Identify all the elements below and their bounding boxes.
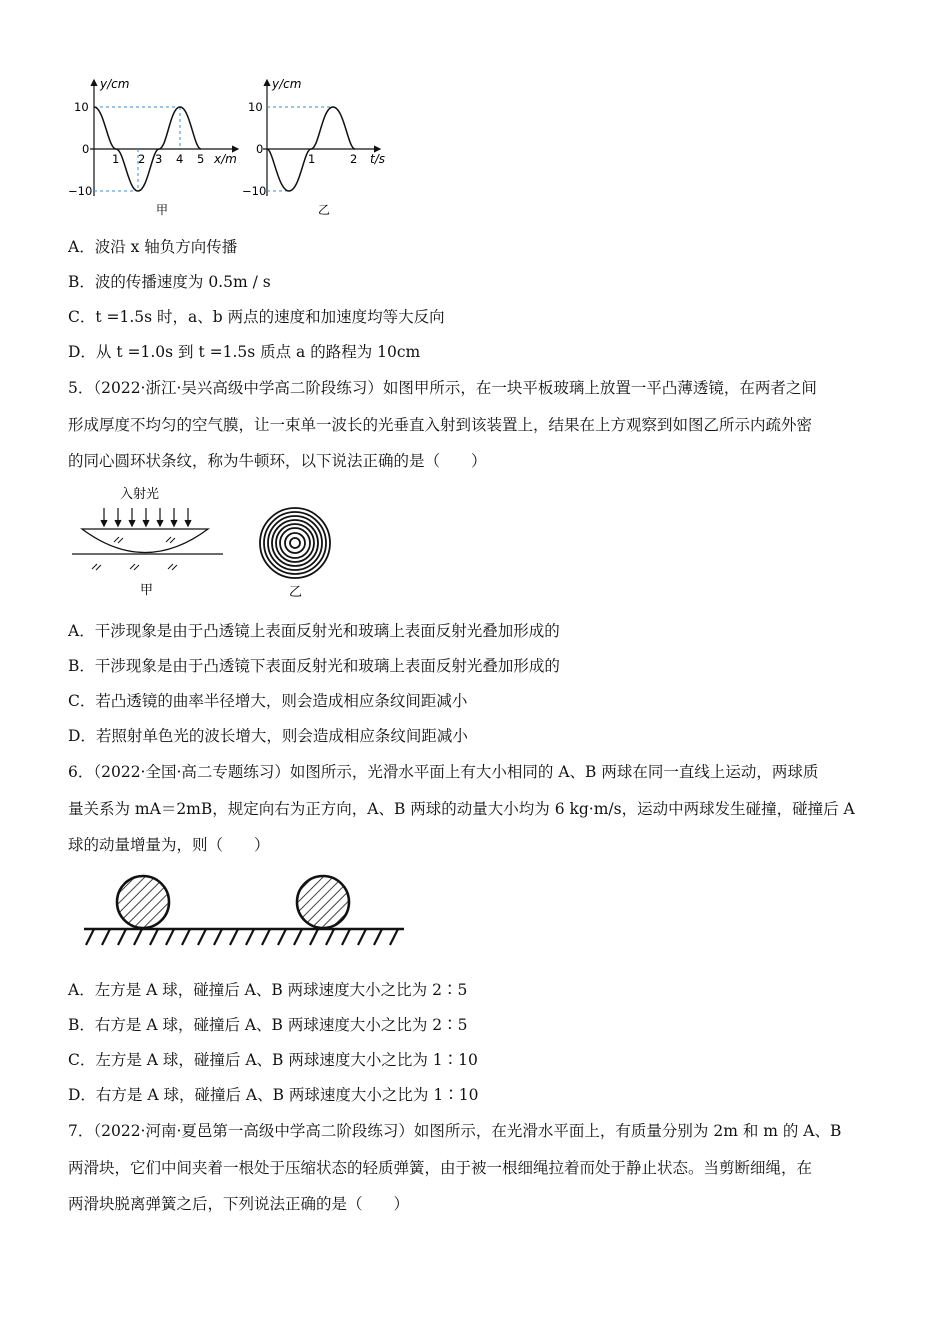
two-balls-figure xyxy=(80,872,410,952)
q4-option-b: B．波的传播速度为 0.5m / s xyxy=(68,273,271,291)
q6-stem-line-2: 量关系为 mA＝2mB，规定向右为正方向，A、B 两球的动量大小均为 6 kg·m/s，运动中两球发生碰撞，碰撞后 A xyxy=(68,799,855,818)
q6-option-c: C．左方是 A 球，碰撞后 A、B 两球速度大小之比为 1∶10 xyxy=(68,1051,478,1069)
wave-graph-left xyxy=(68,77,238,217)
right-y-label: y/cm xyxy=(272,77,302,91)
left-x-tick-1: 1 xyxy=(112,152,120,166)
q6-option-d: D．右方是 A 球，碰撞后 A、B 两球速度大小之比为 1∶10 xyxy=(68,1086,479,1104)
left-ball xyxy=(117,876,169,928)
q5-stem xyxy=(68,370,888,480)
right-x-tick-2: 2 xyxy=(350,152,358,166)
q5-stem-line-3: 的同心圆环状条纹，称为牛顿环，以下说法正确的是（ ） xyxy=(68,452,487,470)
q5-caption-left: 甲 xyxy=(140,583,154,598)
q6-stem-line-1: 6．（2022·全国·高二专题练习）如图所示，光滑水平面上有大小相同的 A、B 两球在同一直线上运动，两球质 xyxy=(68,763,819,781)
wave-graph-right xyxy=(242,77,385,217)
incident-arrows xyxy=(101,508,191,526)
q7-stem-line-2: 两滑块，它们中间夹着一根处于压缩状态的轻质弹簧，由于被一根细绳拉着而处于静止状态。当剪断细绳，在 xyxy=(68,1158,813,1177)
left-x-tick-2: 2 xyxy=(138,152,146,166)
right-x-tick-1: 1 xyxy=(308,152,316,166)
right-caption: 乙 xyxy=(318,203,331,217)
right-ball xyxy=(297,876,349,928)
left-y-tick-0: 0 xyxy=(82,142,90,156)
q5-stem-line-2: 形成厚度不均匀的空气膜，让一束单一波长的光垂直入射到该装置上，结果在上方观察到如图乙所示内疏外密 xyxy=(68,415,813,434)
q6-stem-line-3: 球的动量增量为，则（ ） xyxy=(68,836,270,854)
q6-stem xyxy=(68,754,888,864)
q5-option-b: B．干涉现象是由于凸透镜下表面反射光和玻璃上表面反射光叠加形成的 xyxy=(68,657,560,675)
left-x-tick-3: 3 xyxy=(155,152,163,166)
q7-stem-line-1: 7．（2022·河南·夏邑第一高级中学高二阶段练习）如图所示，在光滑水平面上，有质量分别为 2m 和 m 的 A、B xyxy=(68,1122,842,1140)
q7-stem xyxy=(68,1113,888,1223)
right-x-label: t/s xyxy=(370,152,385,166)
q5-option-c: C．若凸透镜的曲率半径增大，则会造成相应条纹间距减小 xyxy=(68,692,468,710)
convex-lens xyxy=(82,529,208,553)
q4-option-a: A．波沿 x 轴负方向传播 xyxy=(68,238,238,256)
left-y-tick-minus10: −10 xyxy=(68,184,93,198)
right-y-tick-0: 0 xyxy=(256,142,264,156)
q5-option-a: A．干涉现象是由于凸透镜上表面反射光和玻璃上表面反射光叠加形成的 xyxy=(68,622,560,640)
incident-light-label: 入射光 xyxy=(120,487,160,502)
q6-option-a: A．左方是 A 球，碰撞后 A、B 两球速度大小之比为 2∶5 xyxy=(68,981,468,999)
wave-graphs-figure xyxy=(60,70,400,220)
left-x-label: x/m xyxy=(214,152,237,166)
q5-stem-line-1: 5．（2022·浙江·吴兴高级中学高二阶段练习）如图甲所示，在一块平板玻璃上放置一平凸薄透镜，在两者之间 xyxy=(68,379,817,397)
left-caption: 甲 xyxy=(156,203,169,217)
newton-rings-figure xyxy=(68,482,348,602)
q7-stem-line-3: 两滑块脱离弹簧之后，下列说法正确的是（ ） xyxy=(68,1195,410,1213)
left-x-tick-4: 4 xyxy=(176,152,184,166)
ground-hatching xyxy=(86,929,398,945)
q5-option-d: D．若照射单色光的波长增大，则会造成相应条纹间距减小 xyxy=(68,727,468,745)
left-y-label: y/cm xyxy=(100,77,130,91)
q5-caption-right: 乙 xyxy=(289,585,303,600)
right-y-tick-10: 10 xyxy=(248,100,263,114)
left-y-tick-10: 10 xyxy=(74,100,89,114)
right-y-tick-minus10: −10 xyxy=(242,184,267,198)
q4-option-d: D．从 t =1.0s 到 t =1.5s 质点 a 的路程为 10cm xyxy=(68,343,421,361)
left-x-tick-5: 5 xyxy=(197,152,205,166)
q6-option-b: B．右方是 A 球，碰撞后 A、B 两球速度大小之比为 2∶5 xyxy=(68,1016,468,1034)
newton-rings xyxy=(260,508,330,578)
q4-option-c: C．t =1.5s 时，a、b 两点的速度和加速度均等大反向 xyxy=(68,308,445,326)
